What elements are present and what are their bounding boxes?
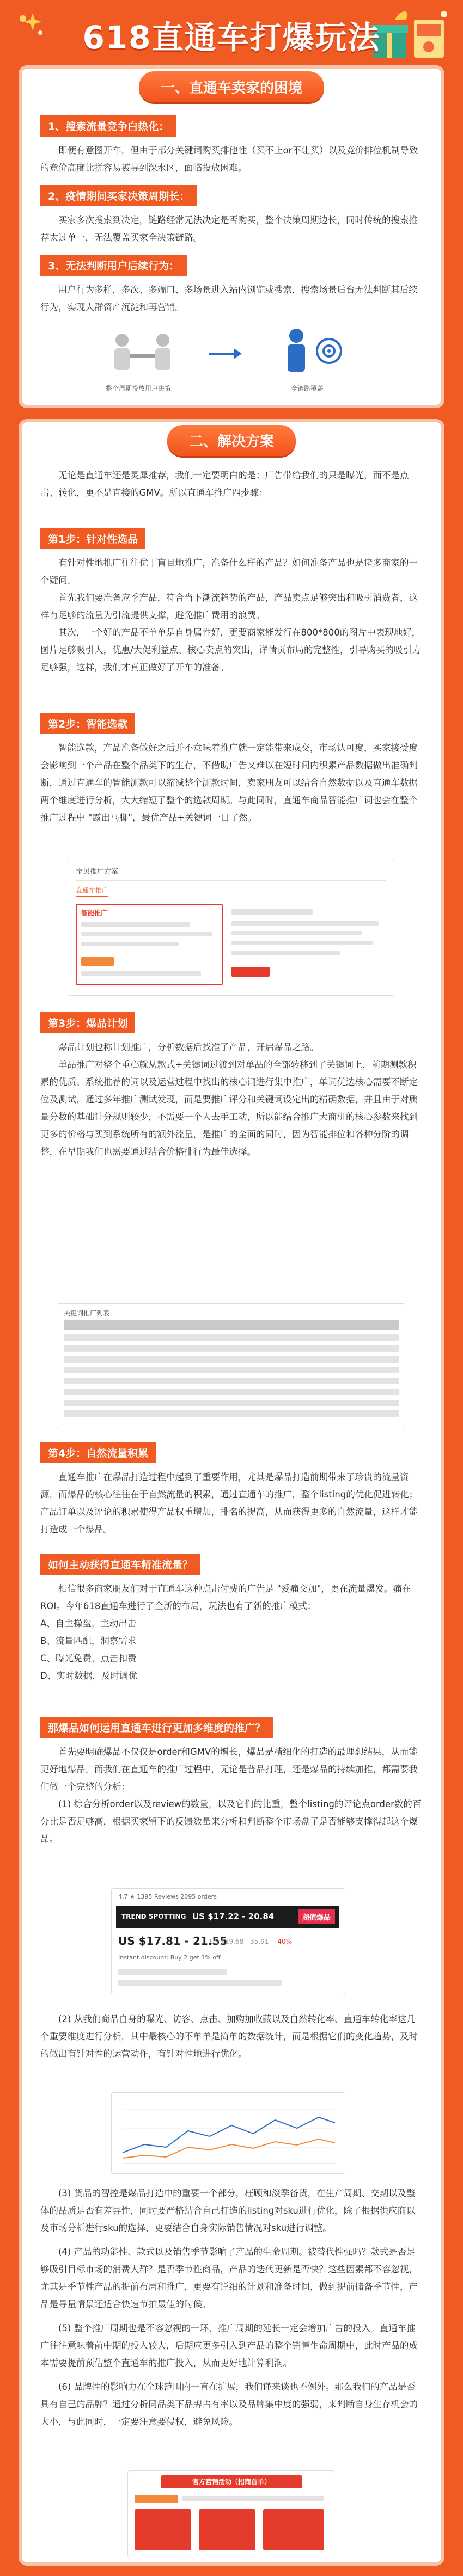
diagram-caption-2: 全链路覆盖 [291,385,324,392]
promo-tag: 超值爆品 [298,1909,335,1924]
trend-line-illustration [112,2093,345,2174]
keyword-list-screenshot [57,1303,405,1428]
step1-text-1: 有针对性地推广往往优于盲目地推广，准备什么样的产品？如何准备产品也是诸多商家的一个疑问。 [40,558,418,586]
intro-text: 无论是直通车还是灵犀推荐，我们一定要明白的是：广告带给我们的只是曝光，而不是点击、转化，更不是直接的GMV。所以直通车推广四步骤： [40,470,409,498]
mode-item-b: B、流量匹配，洞察需求 [40,1636,137,1646]
problem-text-2: 买家多次搜索到决定，链路经常无法决定是否购买，整个决策周期边长，同时传统的搜索推荐太过单一，无法覆盖买家全决策链路。 [40,215,418,243]
decision-diagram [84,321,381,397]
question2-text: 首先要明确爆品不仅仅是order和GMV的增长，爆品是精细化的打造的最理想结果，从而能更好地爆品。而我们在直通车的推广过程中，无论是普品打理，还是爆品的持续加推，都需要我们做一个完整的分析： [40,1747,418,1792]
step3-text-2: 单品推广对整个重心就从款式+关键词过渡到对单品的全部转移到了关键词上，前期测款积累的优质、系统推荐的词以及运营过程中找出的核心词进行集中推广，单词优选核心需要不断定位及测试，通过多年推广测试发现，而是要推广评分和关键词设定出的精确数据，并且由于对质量分数的基础计分规则较少，不需要一个人去手工动，所以能结合推广大商机的核心参数来找到更多的价格与买到系统所有的额外流量，是推广的全面的同时，因为智能排位和各种分阶的调整，在早期我们也需要通过结合价格排行为最佳选择。 [40,1059,418,1157]
trend-price: US $17.22 - 20.84 [192,1912,275,1921]
analysis-point-5: (5) 整个推广周期也是不容忽视的一环，推广周期的延长一定会增加广告的投入。直通车推广往往意味着前中期的投入较大，后期应更多引入到产品的整个销售生命周期中，此时产品的成本需要提前预估整个直通车的推广投入，从而更好地计算利润。 [40,2323,418,2368]
smart-box-title: 智能推广 [81,909,108,917]
card-header [19,419,444,461]
keyword-list-label: 关键词推广列表 [64,1309,110,1317]
old-price: US $29.68 - 35.91 [210,1938,269,1945]
brand-banner: 官方营销活动（招商首单） [161,2475,302,2488]
rating-text: 4.7 ★ 1395 Reviews 2095 orders [118,1893,217,1900]
analysis-point-6: (6) 品牌性的影响力在全球范围内一直在扩展，我们谨来谈也不例外。那么我们的产品是否具有自己的品牌？通过分析同品类下品牌占有率以及品牌集中度的强弱，来判断自身生存机会的大小，与此同时，一定要注意要侵权，避免风险。 [40,2382,418,2427]
arrow-right-icon [206,346,245,362]
step1-text-2: 首先我们要准备应季产品，符合当下潮流趋势的产品，产品卖点足够突出和吸引消费者，这样有足够的流量为引流提供支撑，避免推广费用的浪费。 [40,593,418,620]
analysis-point-3: (3) 货品的智控是爆品打造中的重要一个部分，枉顾和淡季备货，在生产周期、交期以及整体的品质是否有差异性，同时要严格结合自己打造的listing对sku进行优化，除了根据供应商以及市场分析进行sku的选择，更要结合自身实际销售情况对sku进行调整。 [40,2188,416,2233]
solution-card [19,419,444,2566]
question1-text: 相信很多商家朋友们对于直通车这种点击付费的广告是 "爱痛交加"，更在流量爆发。痛在ROI。今年618直通车进行了全新的布局，玩法也有了新的推广模式： [40,1583,411,1611]
analysis-point-2: (2) 从我们商品自身的曝光、访客、点击、加购加收藏以及自然转化率、直通车转化率这几个重要维度进行分析，其中最核心的不单单是简单的数据统计，而是根据它们的变化趋势，及时的做出有针对性的运营动作，有针对性地进行优化。 [40,2014,418,2059]
page-title: 618直通车打爆玩法 [82,19,381,56]
analysis-point-1: (1) 综合分析order以及review的数量，以及它们的比重，整个listing的评论点order数的百分比是否足够高，根据买家留下的反馈数量来分析和判断整个市场盘子是否能够支撑得起这个爆品。 [40,1799,422,1844]
current-price: US $17.81 - 21.55 [118,1934,228,1948]
step2-text-1: 智能选款，产品准备做好之后并不意味着推广就一定能带来成交，市场认可度，买家接受度会影响到一个产品在整个品类下的生存，不借助广告又难以在短时间内积累产品数据做出准确判断，通过直通车的智能测款可以缩减整个测款时间，卖家朋友可以结合自然数据以及直通车数据两个维度进行分析，大大缩短了整个的选款周期。与此同时，直通车商品智能推广词也会在整个推广过程中 "露出马脚"，最优产品+关键词一目了然。 [40,743,418,823]
problem-label-1: 1、搜索流量竞争白热化： [40,115,176,137]
question1-label: 如何主动获得直通车精准流量？ [40,1554,200,1575]
section-title-problems: 一、直通车卖家的困境 [139,71,324,102]
problem-label-2: 2、疫情期间买家决策周期长： [40,185,197,206]
step4-text-1: 直通车推广在爆品打造过程中起到了重要作用，尤其是爆品打造前期带来了珍贵的流量资源，而爆品的核心往往在于自然流量的积累，通过直通车的推广，整个listing的优化促进转化；产品订单以及评论的积累使得产品权重增加，排名的提高，从而获得更多的自然流量，这样才能打造成一个爆品。 [40,1472,418,1534]
card-header [19,65,444,108]
step3-label: 第3步：爆品计划 [40,1012,135,1033]
target-person-icon [264,324,362,381]
discount-badge: -40% [275,1938,293,1945]
brand-activity-screenshot [127,2470,334,2557]
analysis-point-4: (4) 产品的功能性、款式以及销售季节影响了产品的生命周期。被替代性强吗？款式是否足够吸引目标市场的消费人群？是否季节性商品，产品的迭代更新是否快？这些因素都不容忽视，尤其是季节性产品的提前布局和推广，更要有详细的计划和准备时间，做到提前储备季节性，产品是导量情景还适合快速节拍最佳的时候。 [40,2247,418,2309]
hero [0,0,463,60]
section-title-solutions: 二、解决方案 [167,425,296,456]
mode-item-a: A、自主操盘，主动出击 [40,1618,137,1629]
smart-promotion-screenshot [68,860,394,996]
screenshot-header: 宝贝推广方案 [76,868,119,876]
mode-item-d: D、实时数据，及时调优 [40,1671,137,1681]
trend-banner [116,1906,339,1928]
diagram-caption-1: 整个周期投放用户决策 [106,385,172,392]
problem-text-1: 即便有意图开车，但由于部分关键词购买排他性（买不上or不让买）以及竞价排位机制导致的竞价高度比拼容易被导到深水区，面临投放困难。 [40,145,418,173]
problem-text-3: 用户行为多样，多次、多端口、多场景进入站内浏览或搜索，搜索场景后台无法判断其后续行为，实现人群资产沉淀和再营销。 [40,285,418,312]
step1-label: 第1步：针对性选品 [40,528,145,549]
step3-text-1: 爆品计划也称计划推广，分析数据后找准了产品，开启爆品之路。 [58,1042,319,1052]
discount-desc: Instant discount: Buy 2 get 1% off [118,1954,221,1961]
people-illustration [100,326,187,381]
step4-label: 第4步：自然流量积累 [40,1442,156,1463]
smart-box [76,904,223,985]
step2-label: 第2步：智能选款 [40,713,135,734]
screenshot-tab: 直通车推广 [76,885,108,897]
trend-label: TREND SPOTTING [121,1913,186,1920]
traffic-trend-screenshot [111,2092,345,2174]
mode-item-c: C、曝光免费，点击扣费 [40,1653,137,1663]
question2-label: 那爆品如何运用直通车进行更加多维度的推广？ [40,1717,273,1738]
product-listing-screenshot [111,1888,345,1994]
problem-label-3: 3、无法判断用户后续行为： [40,255,187,276]
step1-text-3: 其次，一个好的产品不单单是自身属性好，更要商家能发行在800*800的图片中表现地好，图片足够吸引人，优惠/大促利益点、核心卖点的突出，详情页布局的完整性，引导购买的吸引力足够强，这样，我们才真正做好了开车的准备。 [40,627,421,673]
problem-card [19,65,444,408]
